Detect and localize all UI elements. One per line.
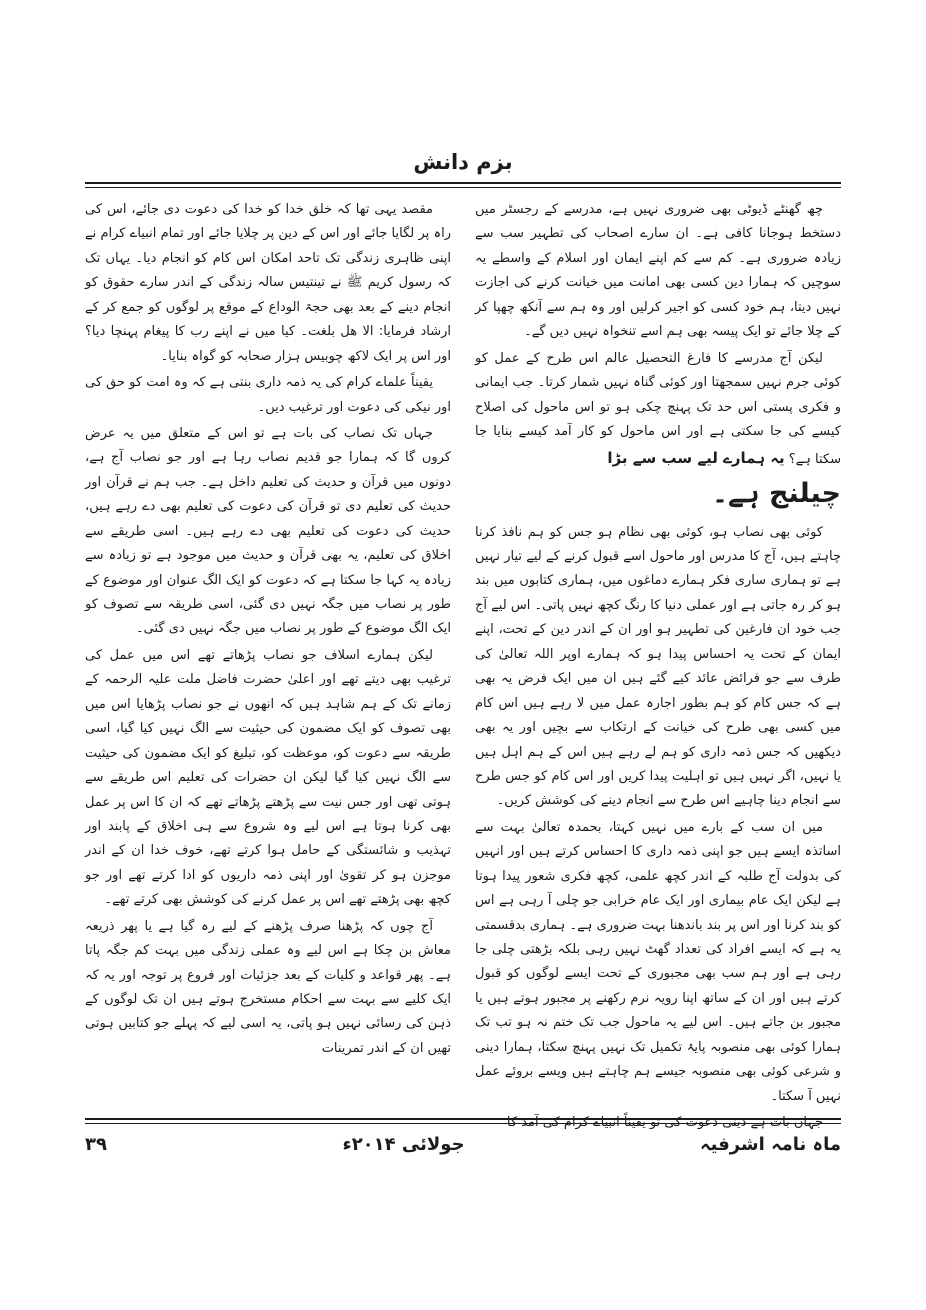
page-header [85, 148, 841, 188]
paragraph: چھ گھنٹے ڈیوٹی بھی ضروری نہیں ہے، مدرسے کے رجسٹر میں دستخط ہوجانا کافی ہے۔ ان سارے اصحاب کی تطہیر سب سے زیادہ ضروری ہے۔ کم سے کم اپنے ایمان اور اسلام کے واسطے یہ سوچیں کہ ہمارا دین کسی بھی امانت میں خیانت کرنے کی اجازت نہیں دیتا، ہم خود کسی کو اجیر کرلیں اور وہ ہم سے آنکھ چھپا کر کے چلا جائے تو ایک پیسہ بھی ہم اسے تنخواہ نہیں دیں گے۔ [475, 202, 841, 340]
paragraph: جہاں بات ہے دینی دعوت کی تو یقیناً انبیاے کرام کی آمد کا [506, 1115, 823, 1131]
paragraph-text: لیکن آج مدرسے کا فارغ التحصیل عالم اس طرح کے عمل کو کوئی جرم نہیں سمجھتا اور کوئی گناہ نہیں شمار کرتا۔ جب ایمانی و فکری پستی اس حد تک پہنچ چکی ہو تو اس ماحول کی اصلاح کیسے کی جا سکتی ہے اور اس ماحول کو کار آمد کیسے بنایا جا سکتا ہے؟ [475, 350, 841, 468]
paragraph: آج چوں کہ پڑھنا صرف پڑھنے کے لیے رہ گیا ہے یا پھر ذریعہ معاش بن چکا ہے اس لیے وہ عملی زندگی میں بہت کم جگہ پاتا ہے۔ پھر قواعد و کلیات کے بعد جزئیات اور فروع پر توجہ اور یہ کہ ایک کلیے سے بہت سے احکام مستخرج ہوتے ہیں ان تک لوگوں کے ذہن کی رسائی نہیں ہو پاتی، یہ اسی لیے کہ پہلے جو کتابیں ہوتی تھیں ان کے اندر تمرینات [85, 918, 451, 1056]
paragraph: مقصد یہی تھا کہ خلق خدا کو خدا کی دعوت دی جائے، اس کی راہ پر لگایا جائے اور اس کے دین پر چلایا جائے اور تمام انبیاے کرام نے اپنی ظاہری زندگی تک تاحد امکان اس کام کو انجام دیا۔ یہاں تک کہ رسول کریم ﷺ نے تینتیس سالہ زندگی کے اندر سارے حقوق کو انجام دینے کے بعد بھی حجۃ الوداع کے موقع پر لوگوں کو جمع کر کے ارشاد فرمایا: الا ھل بلغت۔ کیا میں نے اپنے رب کا پیغام پہنچا دیا؟ اور اس پر ایک لاکھ چوبیس ہزار صحابہ کو گواہ بنایا۔ [85, 202, 451, 364]
highlighted-phrase: یہ ہمارے لیے سب سے بڑا [607, 449, 785, 468]
paragraph: یقیناً علماے کرام کی یہ ذمہ داری بنتی ہے کہ وہ امت کو حق کی اور نیکی کی دعوت اور ترغیب دیں۔ [85, 375, 451, 415]
column-left [85, 198, 451, 1103]
article-body [85, 198, 841, 1131]
header-rule [85, 182, 841, 188]
paragraph: جہاں تک نصاب کی بات ہے تو اس کے متعلق میں یہ عرض کروں گا کہ ہمارا جو قدیم نصاب رہا ہے اور جو نصاب آج ہے، دونوں میں قرآن و حدیث کی تعلیم داخل ہے۔ جب ہم نے قرآن اور حدیث کی تعلیم دی تو قرآن کی دعوت کی تعلیم بھی دے رہے ہیں، حدیث کی دعوت کی تعلیم بھی دے رہے ہیں۔ اسی طریقے سے اخلاق کی تعلیم، یہ بھی قرآن و حدیث میں موجود ہے تو زیادہ سے زیادہ یہ کہا جا سکتا ہے کہ دعوت کو ایک الگ عنوان اور موضوع کے طور پر نصاب میں جگہ نہیں دی گئی، اسی طریقہ سے تصوف کو ایک الگ موضوع کے طور پر نصاب میں جگہ نہیں دی گئی۔ [85, 425, 451, 637]
paragraph: کوئی بھی نصاب ہو، کوئی بھی نظام ہو جس کو ہم نافذ کرنا چاہتے ہیں، آج کا مدرس اور ماحول اسے قبول کرنے کے لیے تیار نہیں ہے تو ہماری ساری فکر ہمارے دماغوں میں، ہماری کتابوں میں بند ہو کر رہ جاتی ہے اور عملی دنیا کا رنگ کچھ نہیں پاتی۔ اس لیے آج جب خود ان فارغین کی تطہیر ہو اور ان کے اندر دین کے تحت، اپنے ایمان کے تحت یہ احساس پیدا ہو کہ ہمارے اوپر اللہ تعالیٰ کی طرف سے جو فرائض عائد کیے گئے ہیں ان میں ایک فرض یہ بھی ہے کہ جس کام کو ہم بطور اجارہ عمل میں لا رہے ہیں اس کام میں کسی بھی طرح کی خیانت کے ارتکاب سے بچیں اور یہ بھی دیکھیں کہ جس ذمہ داری کو ہم لے رہے ہیں اس کے ہم اہل ہیں یا نہیں، اگر نہیں ہیں تو اہلیت پیدا کریں اور اس کام کو جس طرح سے انجام دینا چاہیے اس طرح سے انجام دینے کی کوشش کریں۔ [475, 524, 841, 809]
footer-magazine-name: ماہ نامہ اشرفیہ [700, 1134, 841, 1155]
column-right [475, 198, 841, 1131]
footer-row [85, 1134, 841, 1155]
paragraph: میں ان سب کے بارے میں نہیں کہتا، بحمدہ تعالیٰ بہت سے اساتذہ ایسے ہیں جو اپنی ذمہ داری کا احساس کرتے ہیں اور انہیں کی بدولت آج طلبہ کے اندر کچھ علمی، کچھ فکری شعور پیدا ہوتا ہے لیکن ایک عام بیماری اور ایک عام خرابی جو چلی آ رہی ہے اس کو بند کرنا اور اس پر بند باندھنا بہت ضروری ہے۔ ہماری بدقسمتی یہ ہے کہ ایسے افراد کی تعداد گھٹ نہیں رہی بلکہ بڑھتی چلی جا رہی ہے اور ہم سب بھی مجبوری کے تحت ایسے لوگوں کو قبول کرتے ہیں اور ان کے ساتھ اپنا رویہ نرم رکھنے پر مجبور ہوتے ہیں یا مجبور بن جاتے ہیں۔ اس لیے یہ ماحول جب تک ختم نہ ہو تب تک ہمارا کوئی بھی منصوبہ پایۂ تکمیل تک نہیں پہنچ سکتا، ہمارا دینی و شرعی کوئی بھی منصوبہ جیسے ہم چاہتے ہیں ویسے بروئے عمل نہیں آ سکتا۔ [475, 819, 841, 1104]
page-footer [85, 1112, 841, 1155]
challenge-headline: چیلنج ہے۔ [712, 477, 841, 509]
paragraph [475, 347, 841, 473]
footer-date: جولائی ۲۰۱۴ء [342, 1134, 465, 1155]
footer-rule [85, 1118, 841, 1124]
paragraph: لیکن ہمارے اسلاف جو نصاب پڑھاتے تھے اس میں عمل کی ترغیب بھی دیتے تھے اور اعلیٰ حضرت فاضل ملت علیہ الرحمہ کے زمانے تک کے ہم شاہد ہیں کہ انھوں نے جو نصاب پڑھایا اس میں بھی تصوف کو ایک مضمون کی حیثیت سے الگ نہیں کیا گیا، اسی طریقہ سے دعوت کو، موعظت کو، تبلیغ کو ایک مضمون کی حیثیت سے الگ نہیں کیا گیا لیکن ان حضرات کی تعلیم اس طریقے سے ہوتی تھی اور جس نیت سے پڑھتے پڑھاتے تھے کہ ان کا اس پر عمل بھی کرنا ہوتا ہے اس لیے وہ شروع سے ہی اخلاق کے پابند اور تہذیب و شائستگی کے حامل ہوا کرتے تھے، خوف خدا ان کے اندر موجزن ہو کر تقویٰ اور اپنی ذمہ داریوں کو ادا کرتے تھے اور جو کچھ بھی پڑھتے تھے اس پر عمل کرنے کی کوشش بھی کرتے تھے۔ [85, 647, 451, 908]
footer-page-number: ۳۹ [85, 1134, 107, 1155]
header-title: بزم دانش [413, 150, 513, 174]
